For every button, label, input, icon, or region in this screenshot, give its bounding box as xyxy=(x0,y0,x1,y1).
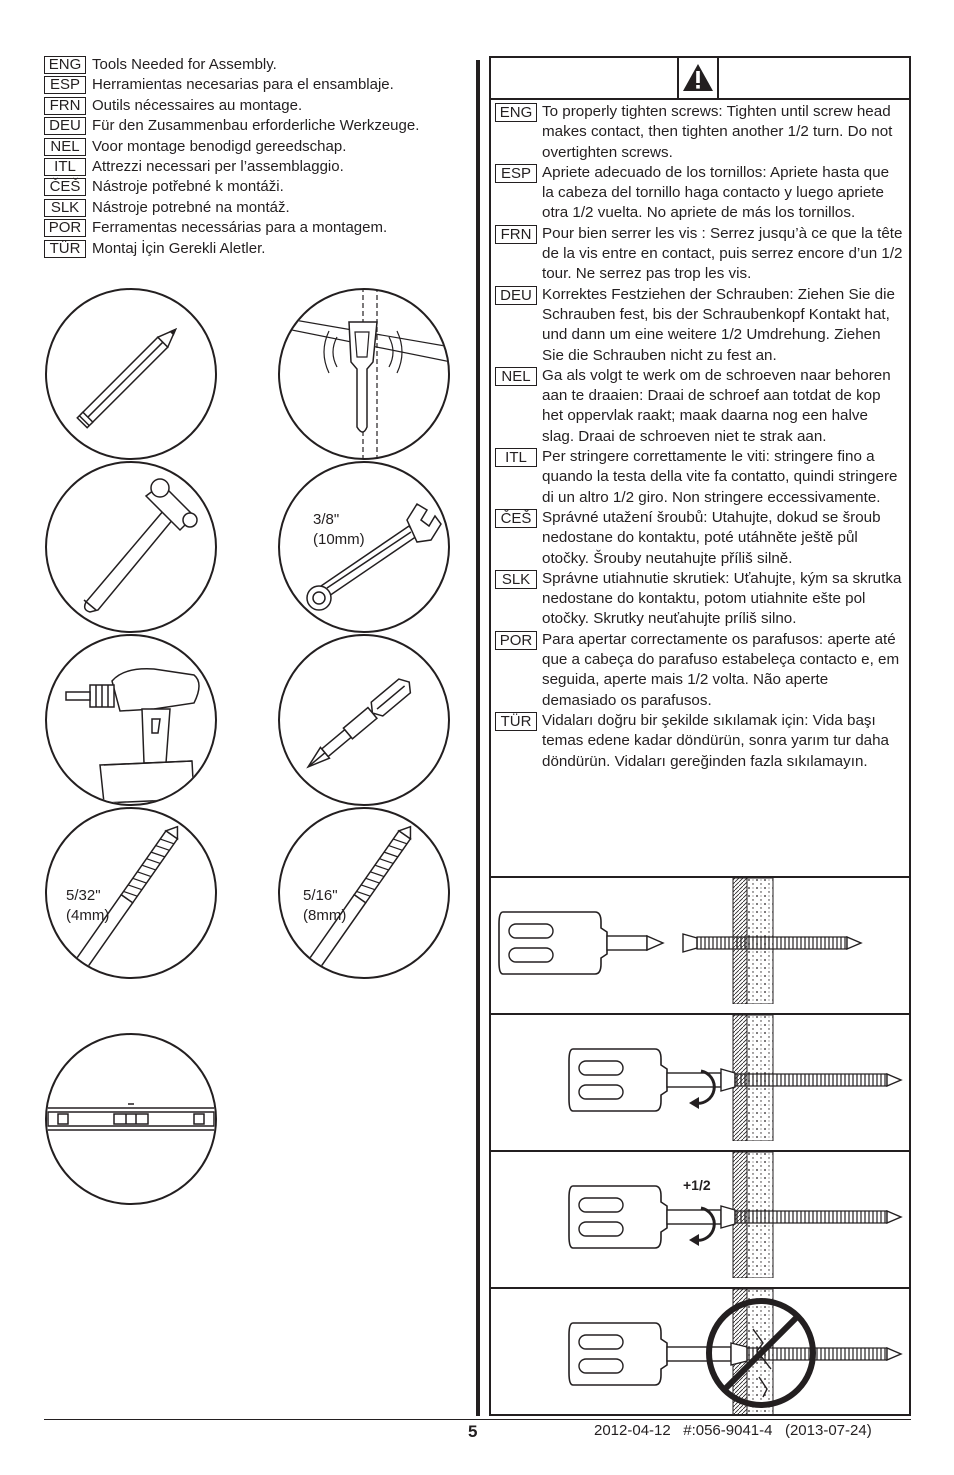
screw-step-half-turn xyxy=(491,1150,909,1280)
warning-text: Per stringere correttamente le viti: stringere fino a quando la testa della vite fa contatto, quindi stringere di un altro 1/2 giro. Non stringere eccessivamente. xyxy=(542,448,898,506)
language-code: NEL xyxy=(495,367,537,386)
drill-bit-large-inch: 5/16" xyxy=(303,887,338,904)
screw-step-approach xyxy=(491,876,909,1006)
screw-step-overtighten-prohibited xyxy=(491,1287,909,1416)
warning-text: Para apertar correctamente os parafusos: aperte até que a cabeça do parafuso estabeleça contacto e, em seguida, aperte mais 1/2 volta. Não aperte demasiado os parafusos. xyxy=(542,630,900,709)
stud-finder-icon xyxy=(277,287,451,461)
document-reference: 2012-04-12 #:056-9041-4 (2013-07-24) xyxy=(594,1422,872,1439)
warning-triangle-icon xyxy=(679,58,717,98)
language-code: ESP xyxy=(495,164,537,183)
drill-bit-small-size-label xyxy=(66,886,109,926)
language-code: ČEŠ xyxy=(44,178,86,196)
footer-rule xyxy=(44,1419,911,1420)
drill-icon xyxy=(44,633,218,807)
tools-row-ces xyxy=(44,178,474,198)
warning-row-frn xyxy=(495,224,907,285)
tools-row-tur xyxy=(44,240,474,260)
tools-needed-list xyxy=(44,56,474,260)
hammer-icon xyxy=(44,460,218,634)
drill-bit-icon xyxy=(277,806,451,980)
language-code: TÜR xyxy=(44,240,86,258)
rotate-arrow-icon xyxy=(689,1234,699,1246)
tools-row-deu xyxy=(44,117,474,137)
language-code: NEL xyxy=(44,138,86,156)
warning-row-itl xyxy=(495,447,907,508)
warning-icon-box xyxy=(677,58,719,98)
drill-bit-small-mm: (4mm) xyxy=(66,907,110,924)
warning-text: Vidaları doğru bir şekilde sıkılamak için: Vida başı temas edene kadar döndürün, sonra yarım tur daha döndürün. Vidaları gereğinden fazla sıkılamayın. xyxy=(542,711,889,770)
language-code: ČEŠ xyxy=(495,509,537,528)
warning-row-ces xyxy=(495,508,907,569)
screwdriver-screw-illustration xyxy=(491,1152,909,1278)
tools-row-eng xyxy=(44,56,474,76)
language-code: POR xyxy=(495,631,537,650)
screwdriver-screw-illustration xyxy=(491,1289,909,1415)
warning-row-tur xyxy=(495,711,907,772)
language-code: POR xyxy=(44,219,86,237)
tools-heading-text: Herramientas necesarias para el ensamblaje. xyxy=(92,76,394,94)
tools-heading-text: Nástroje potrebné na montáž. xyxy=(92,198,290,216)
warning-row-esp xyxy=(495,163,907,224)
phillips-bit-icon xyxy=(277,633,451,807)
warning-text: Korrektes Festziehen der Schrauben: Ziehen Sie die Schrauben fest, bis der Schraubenkopf Kontakt hat, und dann um eine weitere 1/2 Umdrehung. Ziehen Sie die Schrauben nicht zu fest an. xyxy=(542,285,895,364)
half-turn-label: +1/2 xyxy=(683,1177,711,1193)
column-divider xyxy=(476,60,480,1416)
tools-heading-text: Nástroje potřebné k montáži. xyxy=(92,178,284,196)
tools-heading-text: Outils nécessaires au montage. xyxy=(92,96,303,114)
tools-heading-text: Tools Needed for Assembly. xyxy=(92,56,277,73)
language-code: ITL xyxy=(44,158,86,176)
warning-text-list xyxy=(495,102,907,772)
tools-heading-text: Montaj İçin Gerekli Aletler. xyxy=(92,239,266,257)
tools-heading-text: Voor montage benodigd gereedschap. xyxy=(92,137,347,155)
language-code: ESP xyxy=(44,76,86,94)
tools-row-slk xyxy=(44,199,474,219)
tools-row-nel xyxy=(44,138,474,158)
tools-heading-text: Attrezzi necessari per l’assemblaggio. xyxy=(92,157,344,175)
warning-text: Správné utažení šroubů: Utahujte, dokud se šroub nedostane do kontaktu, poté utáhněte ještě půl otočky. Šrouby neutahujte příliš silně. xyxy=(542,508,881,567)
tools-row-itl xyxy=(44,158,474,178)
rotate-arrow-icon xyxy=(689,1097,699,1109)
warning-text: Ga als volgt te werk om de schroeven naar behoren aan te draaien: Draai de schroef aan totdat de kop het oppervlak raakt; maak daarna nog een halve slag. Draai de schroeven niet te strak aan. xyxy=(542,366,891,445)
wrench-icon xyxy=(277,460,451,634)
warning-header xyxy=(491,58,909,100)
language-code: FRN xyxy=(44,97,86,115)
warning-row-nel xyxy=(495,366,907,447)
language-code: TÜR xyxy=(495,712,537,731)
warning-text: Apriete adecuado de los tornillos: Apriete hasta que la cabeza del tornillo haga contacto y luego apriete otra 1/2 vuelta. No apriete de más los tornillos. xyxy=(542,163,890,222)
wrench-size-inch: 3/8" xyxy=(313,511,340,528)
drill-bit-small-inch: 5/32" xyxy=(66,887,101,904)
screw-step-contact xyxy=(491,1013,909,1143)
drill-bit-large-size-label xyxy=(303,886,346,926)
warning-text: To properly tighten screws: Tighten until screw head makes contact, then tighten another 1/2 turn. Do not overtighten screws. xyxy=(542,103,893,161)
warning-row-slk xyxy=(495,569,907,630)
language-code: SLK xyxy=(44,199,86,217)
drill-bit-large-mm: (8mm) xyxy=(303,907,347,924)
screwdriver-screw-illustration xyxy=(491,878,909,1004)
page-number: 5 xyxy=(468,1422,478,1441)
level-icon xyxy=(44,1032,218,1206)
language-code: ENG xyxy=(495,103,537,122)
warning-panel xyxy=(489,56,911,1416)
warning-text: Správne utiahnutie skrutiek: Uťahujte, kým sa skrutka nedostane do kontaktu, potom utiahnite ešte pol otočky. Skrutky neuťahujte príliš silno. xyxy=(542,569,902,628)
warning-row-deu xyxy=(495,285,907,366)
wrench-size-mm: (10mm) xyxy=(313,531,365,548)
tools-heading-text: Ferramentas necessárias para a montagem. xyxy=(92,219,388,237)
pencil-icon xyxy=(44,287,218,461)
language-code: FRN xyxy=(495,225,537,244)
drill-bit-icon xyxy=(44,806,218,980)
screwdriver-screw-illustration xyxy=(491,1015,909,1141)
tools-heading-text: Für den Zusammenbau erforderliche Werkzeuge. xyxy=(92,117,420,135)
tools-row-por xyxy=(44,219,474,239)
language-code: ENG xyxy=(44,56,86,74)
warning-row-eng xyxy=(495,102,907,163)
language-code: DEU xyxy=(495,286,537,305)
tools-row-esp xyxy=(44,76,474,96)
language-code: DEU xyxy=(44,117,86,135)
wrench-size-label xyxy=(313,510,365,550)
language-code: ITL xyxy=(495,448,537,467)
warning-row-por xyxy=(495,630,907,711)
tools-row-frn xyxy=(44,97,474,117)
language-code: SLK xyxy=(495,570,537,589)
warning-text: Pour bien serrer les vis : Serrez jusqu’à ce que la tête de la vis entre en contact, puis serrez encore d’un 1/2 tour. Ne serrez pas trop les vis. xyxy=(542,224,903,283)
